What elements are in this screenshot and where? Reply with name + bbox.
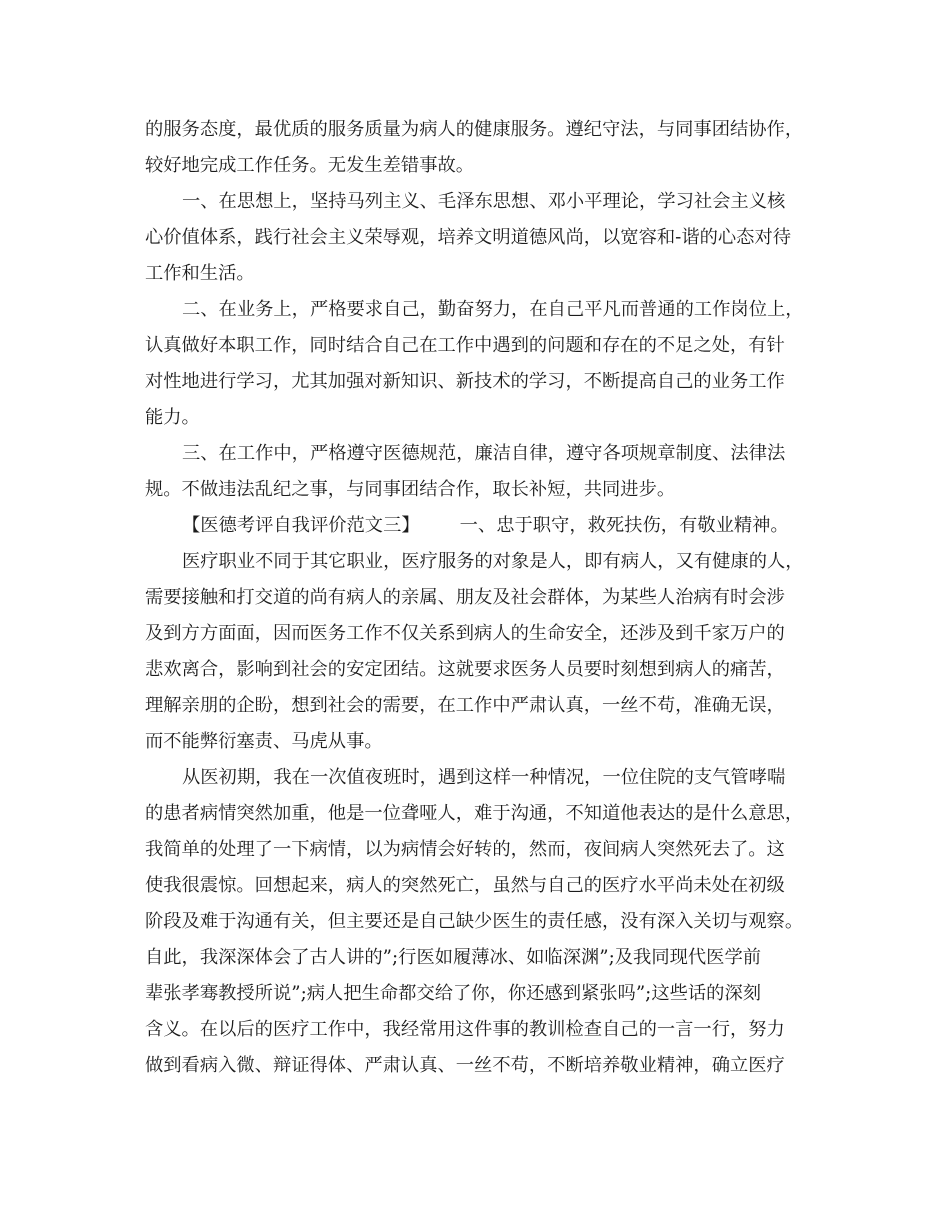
text-line: 辈张孝骞教授所说”;病人把生命都交给了你，你还感到紧张吗”;这些话的深刻 — [145, 983, 762, 1004]
section-first-point: 一、忠于职守，救死扶伤，有敬业精神。 — [459, 515, 789, 536]
paragraph — [145, 292, 810, 436]
paragraph — [145, 544, 810, 760]
text-line: 的患者病情突然加重，他是一位聋哑人，难于沟通，不知道他表达的是什么意思， — [145, 803, 804, 824]
text-line: 理解亲朋的企盼，想到社会的需要，在工作中严肃认真，一丝不苟，准确无误， — [145, 695, 785, 716]
text-line: 心价值体系，践行社会主义荣辱观，培养文明道德风尚，以宽容和-谐的心态对待 — [145, 227, 792, 248]
paragraph — [145, 184, 810, 292]
text-line: 认真做好本职工作，同时结合自己在工作中遇到的问题和存在的不足之处，有针 — [145, 335, 785, 356]
text-line: 使我很震惊。回想起来，病人的突然死亡，虽然与自己的医疗水平尚未处在初级 — [145, 875, 785, 896]
text-line: 的服务态度，最优质的服务质量为病人的健康服务。遵纪守法，与同事团结协作， — [145, 119, 804, 140]
text-line: 规。不做违法乱纪之事，与同事团结合作，取长补短，共同进步。 — [145, 479, 676, 500]
text-line: 三、在工作中，严格遵守医德规范，廉洁自律，遵守各项规章制度、法律法 — [182, 443, 786, 464]
text-line: 阶段及难于沟通有关，但主要还是自己缺少医生的责任感，没有深入关切与观察。 — [145, 911, 804, 932]
text-line: 自此，我深深体会了古人讲的”;行医如履薄冰、如临深渊”;及我同现代医学前 — [145, 947, 762, 968]
text-line: 含义。在以后的医疗工作中，我经常用这件事的教训检查自己的一言一行，努力 — [145, 1019, 785, 1040]
text-line: 对性地进行学习，尤其加强对新知识、新技术的学习，不断提高自己的业务工作 — [145, 371, 785, 392]
paragraph — [145, 112, 810, 184]
document-body — [145, 112, 810, 1084]
text-line: 从医初期，我在一次值夜班时，遇到这样一种情况，一位住院的支气管哮喘 — [182, 767, 786, 788]
text-line: 而不能弊衍塞责、马虎从事。 — [145, 731, 383, 752]
text-line: 需要接触和打交道的尚有病人的亲属、朋友及社会群体，为某些人治病有时会涉 — [145, 587, 785, 608]
paragraph — [145, 760, 810, 1084]
text-line: 工作和生活。 — [145, 263, 255, 284]
section-heading-line — [145, 508, 810, 544]
text-line: 一、在思想上，坚持马列主义、毛泽东思想、邓小平理论，学习社会主义核 — [182, 191, 786, 212]
text-line: 能力。 — [145, 407, 200, 428]
text-line: 我简单的处理了一下病情，以为病情会好转的，然而，夜间病人突然死去了。这 — [145, 839, 785, 860]
paragraph — [145, 436, 810, 508]
section-heading: 【医德考评自我评价范文三】 — [182, 515, 420, 536]
text-line: 及到方方面面，因而医务工作不仅关系到病人的生命安全，还涉及到千家万户的 — [145, 623, 785, 644]
text-line: 较好地完成工作任务。无发生差错事故。 — [145, 155, 475, 176]
text-line: 医疗职业不同于其它职业，医疗服务的对象是人，即有病人，又有健康的人， — [182, 551, 804, 572]
text-line: 做到看病入微、辩证得体、严肃认真、一丝不苟，不断培养敬业精神，确立医疗 — [145, 1055, 785, 1076]
text-line: 二、在业务上，严格要求自己，勤奋努力，在自己平凡而普通的工作岗位上， — [182, 299, 804, 320]
section-heading-paragraph — [145, 508, 810, 544]
text-line: 悲欢离合，影响到社会的安定团结。这就要求医务人员要时刻想到病人的痛苦， — [145, 659, 785, 680]
